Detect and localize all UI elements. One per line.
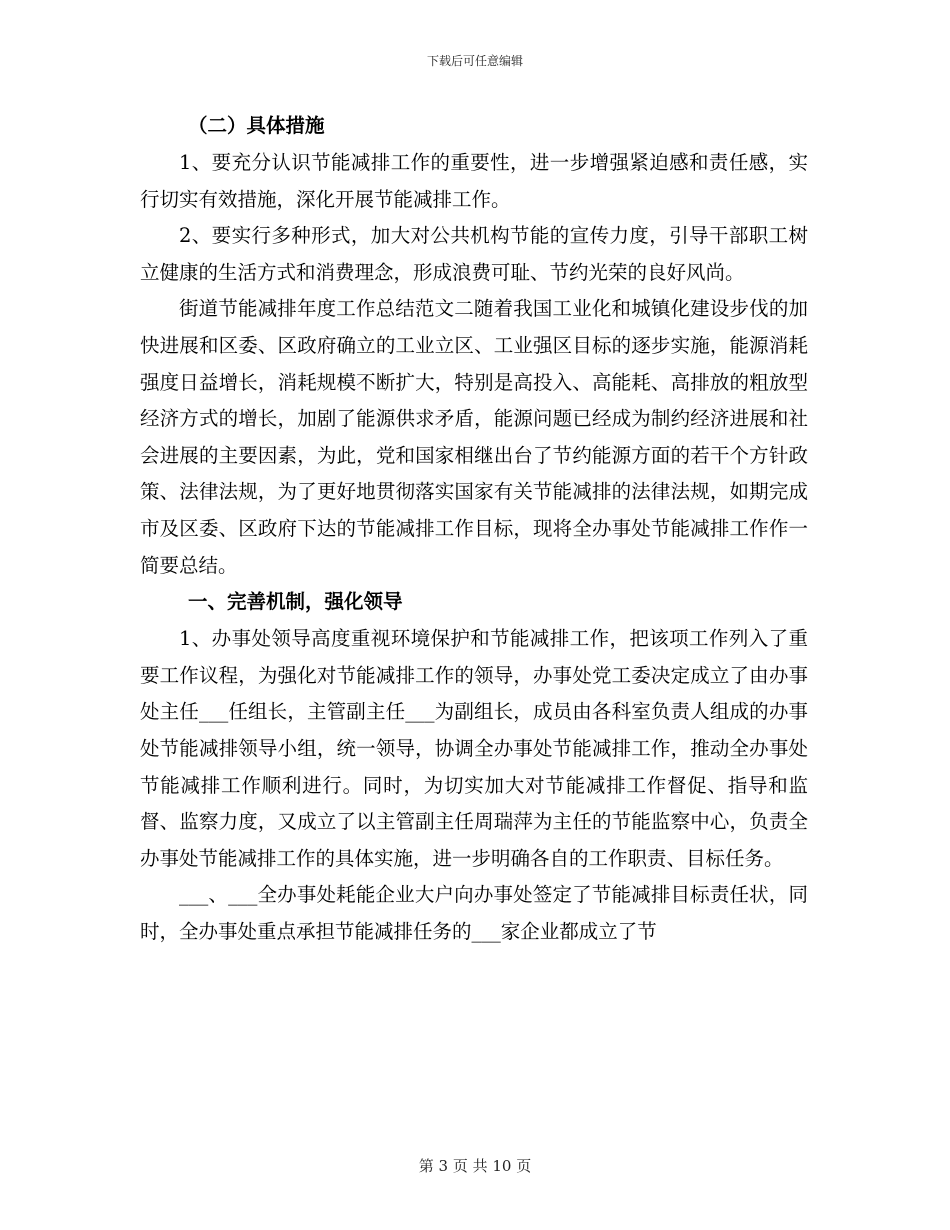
paragraph: 1、要充分认识节能减排工作的重要性，进一步增强紧迫感和责任感，实行切实有效措施，深化开展节能减排工作。 [140,151,808,211]
paragraph: ___、___全办事处耗能企业大户向办事处签定了节能减排目标责任状，同时，全办事处重点承担节能减排任务的___家企业都成立了节 [140,883,808,943]
paragraph: 1、办事处领导高度重视环境保护和节能减排工作，把该项工作列入了重要工作议程，为强化对节能减排工作的领导，办事处党工委决定成立了由办事处主任___任组长，主管副主任___为副组长，成员由各科室负责人组成的办事处节能减排领导小组，统一领导，协调全办事处节能减排工作，推动全办事处节能减排工作顺利进行。同时，为切实加大对节能减排工作督促、指导和监督、监察力度，又成立了以主管副主任周瑞萍为主任的节能监察中心，负责全办事处节能减排工作的具体实施，进一步明确各自的工作职责、目标任务。 [140,627,808,870]
section-heading-mechanism: 一、完善机制，强化领导 [188,590,403,614]
page-number: 第 3 页 共 10 页 [418,1157,532,1175]
page-header: 下载后可任意编辑 [426,54,523,68]
section-heading-measures: （二）具体措施 [188,114,325,137]
paragraph: 2、要实行多种形式，加大对公共机构节能的宣传力度，引导干部职工树立健康的生活方式和消费理念，形成浪费可耻、节约光荣的良好风尚。 [140,224,808,284]
document-body [140,108,808,950]
paragraph: 街道节能减排年度工作总结范文二随着我国工业化和城镇化建设步伐的加快进展和区委、区政府确立的工业立区、工业强区目标的逐步实施，能源消耗强度日益增长，消耗规模不断扩大，特别是高投入、高能耗、高排放的粗放型经济方式的增长，加剧了能源供求矛盾，能源问题已经成为制约经济进展和社会进展的主要因素，为此，党和国家相继出台了节约能源方面的若干个方针政策、法律法规，为了更好地贯彻落实国家有关节能减排的法律法规，如期完成市及区委、区政府下达的节能减排工作目标，现将全办事处节能减排工作作一简要总结。 [140,297,808,577]
